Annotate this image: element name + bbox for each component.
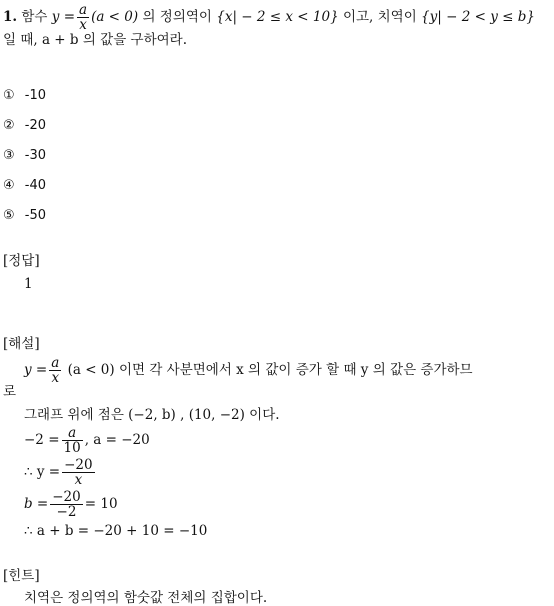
- choice-1[interactable]: [3, 89, 46, 102]
- choice-3[interactable]: [3, 149, 46, 162]
- solution-func-numerator: a: [51, 355, 60, 371]
- choice-2-value: -20: [24, 118, 47, 133]
- question-text-domain: 의 정의역이: [142, 9, 212, 26]
- choice-2[interactable]: [3, 119, 46, 132]
- question-text-range: 이고, 치역이: [342, 9, 417, 26]
- choice-4[interactable]: [3, 179, 46, 192]
- solution-func-lhs: y =: [24, 362, 48, 379]
- solution-line-3-denominator: 10: [63, 440, 81, 457]
- solution-line-2: 그래프 위에 점은 (−2, b) , (10, −2) 이다.: [24, 407, 280, 423]
- solution-line-1: [24, 356, 473, 385]
- question-text-func: 함수: [21, 9, 48, 26]
- solution-line-4-numerator: −20: [64, 457, 93, 473]
- answer-value: 1: [24, 276, 33, 292]
- solution-line-4-lhs: ∴ y =: [24, 464, 61, 481]
- solution-line-4-fraction: [62, 458, 95, 487]
- hint-header: [힌트]: [3, 568, 40, 584]
- hint-text: 치역은 정의역의 함숫값 전체의 집합이다.: [24, 590, 268, 606]
- choice-5[interactable]: [3, 209, 46, 222]
- question-line-2: 일 때, a + b 의 값을 구하여라.: [3, 32, 187, 48]
- question-range-set: {y| − 2 < y ≤ b}: [421, 9, 535, 26]
- solution-line-3-numerator: a: [62, 426, 83, 441]
- solution-line-5-text: = 10: [84, 496, 118, 513]
- solution-line-3-text: , a = −20: [84, 432, 150, 449]
- choice-3-mark: ③: [3, 148, 15, 163]
- solution-line-5: [24, 490, 118, 519]
- choice-4-mark: ④: [3, 178, 15, 193]
- choice-1-mark: ①: [3, 88, 15, 103]
- question-func-lhs: y =: [51, 9, 76, 26]
- solution-line-5-denominator: −2: [56, 504, 77, 521]
- solution-func-denominator: x: [51, 370, 60, 387]
- choice-1-value: -10: [24, 88, 47, 103]
- choice-3-value: -30: [24, 148, 47, 163]
- choice-2-mark: ②: [3, 118, 15, 133]
- solution-line-5-lhs: b =: [24, 496, 49, 513]
- solution-line-3-lhs: −2 =: [24, 432, 60, 449]
- question-line-1: [3, 3, 535, 32]
- solution-line-3: [24, 426, 150, 455]
- solution-line-6: ∴ a + b = −20 + 10 = −10: [24, 523, 208, 539]
- question-func-fraction: [77, 3, 89, 32]
- choice-5-value: -50: [24, 208, 47, 223]
- question-func-numerator: a: [79, 2, 88, 18]
- solution-line-1-text: (a < 0) 이면 각 사분면에서 x 의 값이 증가 할 때 y 의 값은 증가하므: [67, 362, 473, 379]
- solution-line-3-fraction: [62, 426, 83, 455]
- answer-header: [정답]: [3, 253, 40, 269]
- solution-header: [해설]: [3, 336, 40, 352]
- solution-line-4-denominator: x: [74, 472, 83, 489]
- solution-func-fraction: [49, 356, 61, 385]
- choice-5-mark: ⑤: [3, 208, 15, 223]
- question-func-denominator: x: [79, 17, 87, 34]
- choice-4-value: -40: [24, 178, 47, 193]
- solution-line-4: [24, 458, 97, 487]
- question-func-condition: (a < 0): [91, 9, 139, 26]
- question-domain-set: {x| − 2 ≤ x < 10}: [216, 9, 339, 26]
- solution-line-1-wrap: 로: [3, 384, 17, 400]
- solution-line-5-numerator: −20: [52, 489, 81, 505]
- solution-line-5-fraction: [50, 490, 83, 519]
- question-number: 1.: [3, 9, 18, 26]
